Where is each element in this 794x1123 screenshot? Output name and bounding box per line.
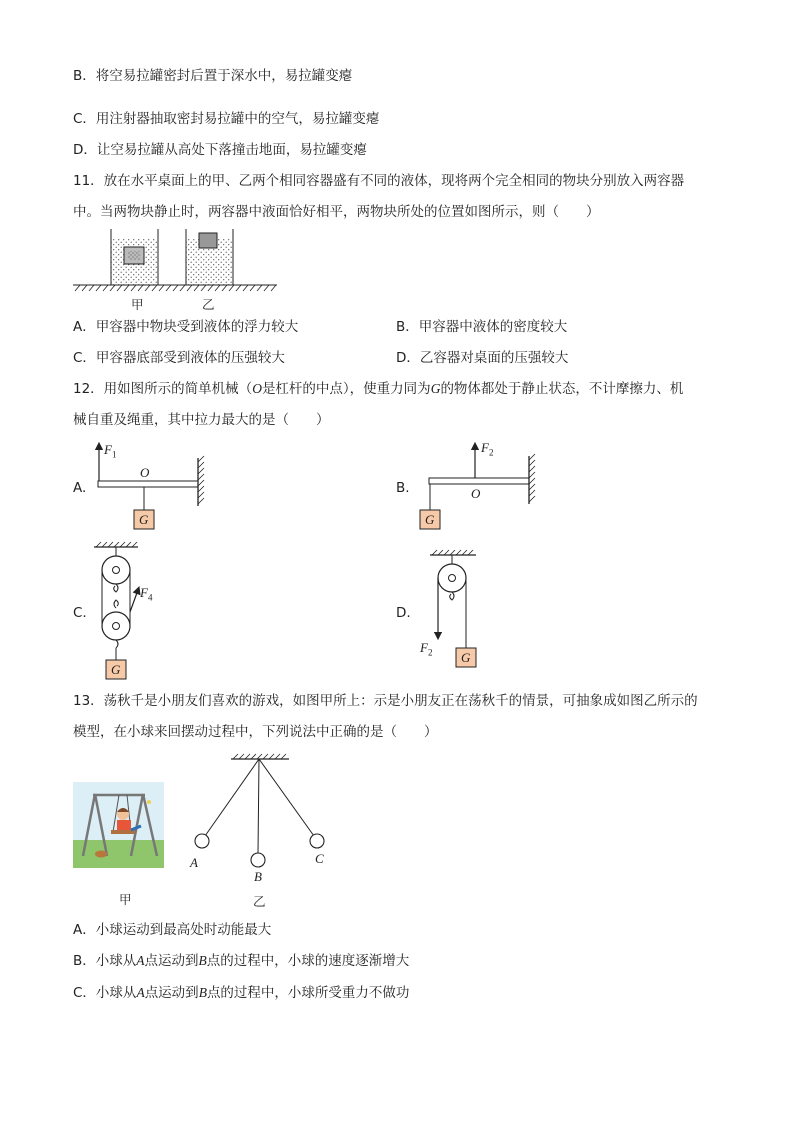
q13-option-a: A．小球运动到最高处时动能最大 bbox=[73, 922, 272, 938]
q13-option-b: B．小球从A点运动到B点的过程中，小球的速度逐渐增大 bbox=[73, 953, 410, 969]
q12-c-force-label: $F_4$ bbox=[140, 585, 153, 603]
q13-option-c: C．小球从A点运动到B点的过程中，小球所受重力不做功 bbox=[73, 985, 410, 1001]
q13-stem-line1: 13．荡秋千是小朋友们喜欢的游戏，如图甲所上：示是小朋友正在荡秋千的情景，可抽象成如图乙所示的 bbox=[73, 693, 698, 709]
q10-option-b: B．将空易拉罐密封后置于深水中，易拉罐变瘪 bbox=[73, 68, 353, 84]
q11-option-c: C．甲容器底部受到液体的压强较大 bbox=[73, 350, 285, 366]
q11-option-b: B．甲容器中液体的密度较大 bbox=[396, 319, 568, 335]
q13-stem-line2: 模型，在小球来回摆动过程中，下列说法中正确的是（ ） bbox=[73, 724, 438, 740]
q11-stem-line2: 中。当两物块静止时，两容器中液面恰好相平，两物块所处的位置如图所示，则（ ） bbox=[73, 204, 600, 220]
q12-option-b-label: B. bbox=[396, 480, 410, 496]
q13-label-jia: 甲 bbox=[119, 892, 132, 907]
q12-d-weight-label: G bbox=[461, 650, 471, 665]
q12-option-d-label: D. bbox=[396, 605, 411, 621]
q11-containers-figure bbox=[70, 226, 285, 296]
q13-point-b: B bbox=[254, 869, 262, 884]
q13-point-a: A bbox=[190, 855, 198, 870]
q12-stem-line2: 械自重及绳重，其中拉力最大的是（ ） bbox=[73, 412, 330, 428]
q11-stem-line1: 11．放在水平桌面上的甲、乙两个相同容器盛有不同的液体，现将两个完全相同的物块分别放入两容器 bbox=[73, 173, 685, 189]
q11-option-d: D．乙容器对桌面的压强较大 bbox=[396, 350, 569, 366]
q11-option-a: A．甲容器中物块受到液体的浮力较大 bbox=[73, 319, 299, 335]
q13-swing-illustration bbox=[73, 782, 164, 868]
q12-d-force-label: $F_2$ bbox=[420, 640, 433, 658]
q10-option-c: C．用注射器抽取密封易拉罐中的空气，易拉罐变瘪 bbox=[73, 111, 380, 127]
q12-option-a-label: A. bbox=[73, 480, 87, 496]
q13-point-c: C bbox=[315, 851, 324, 866]
q12-b-weight-label: G bbox=[425, 512, 435, 527]
q12-a-force-label: $F_1$ bbox=[104, 442, 117, 460]
q11-label-jia: 甲 bbox=[131, 297, 144, 312]
q13-pendulum-model bbox=[185, 752, 335, 877]
q12-c-weight-label: G bbox=[111, 662, 121, 677]
q12-a-weight-label: G bbox=[139, 512, 149, 527]
q12-b-force-label: $F_2$ bbox=[481, 440, 494, 458]
q12-option-c-label: C. bbox=[73, 605, 87, 621]
q12-figure-c-pulley-block bbox=[88, 540, 178, 682]
q12-b-pivot-label: O bbox=[471, 486, 481, 501]
q10-option-d: D．让空易拉罐从高处下落撞击地面，易拉罐变瘪 bbox=[73, 142, 367, 158]
q11-label-yi: 乙 bbox=[202, 297, 215, 312]
q13-label-yi: 乙 bbox=[253, 894, 266, 909]
q12-stem-line1: 12．用如图所示的简单机械（O是杠杆的中点），使重力同为G的物体都处于静止状态，不计摩擦力、机 bbox=[73, 381, 684, 397]
q12-a-pivot-label: O bbox=[140, 465, 150, 480]
